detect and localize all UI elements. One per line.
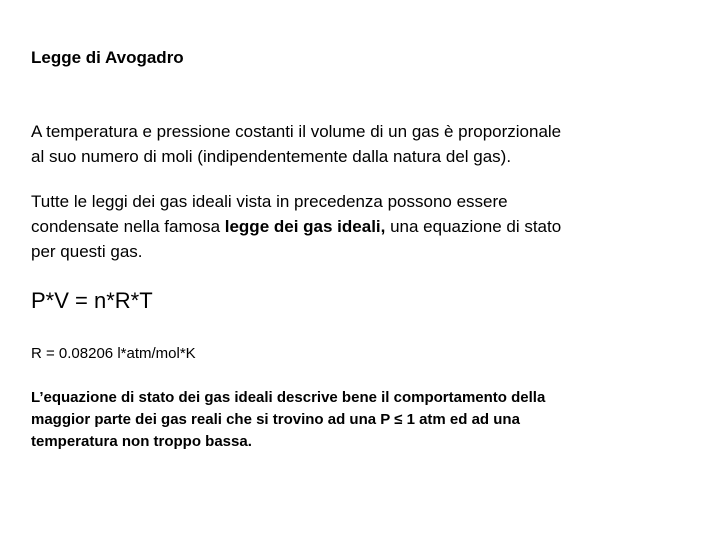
paragraph-line: maggior parte dei gas reali che si trovino ad una P ≤ 1 atm ed ad una xyxy=(31,411,520,428)
paragraph-text: condensate nella famosa xyxy=(31,217,225,236)
avogadro-law-paragraph xyxy=(31,119,691,169)
paragraph-text: una equazione di stato xyxy=(385,217,562,236)
paragraph-line: Tutte le leggi dei gas ideali vista in precedenza possono essere xyxy=(31,192,508,211)
paragraph-line xyxy=(31,214,691,239)
paragraph-line: per questi gas. xyxy=(31,242,143,261)
paragraph-line: L’equazione di stato dei gas ideali descrive bene il comportamento della xyxy=(31,389,546,406)
gas-constant: R = 0.08206 l*atm/mol*K xyxy=(31,345,196,362)
ideal-gas-law-paragraph xyxy=(31,189,691,264)
paragraph-line: A temperatura e pressione costanti il volume di un gas è proporzionale xyxy=(31,122,562,141)
equation-of-state-paragraph xyxy=(31,387,651,453)
slide-title: Legge di Avogadro xyxy=(31,48,184,67)
paragraph-line: temperatura non troppo bassa. xyxy=(31,433,252,450)
paragraph-line: al suo numero di moli (indipendentemente dalla natura del gas). xyxy=(31,147,512,166)
ideal-gas-formula: P*V = n*R*T xyxy=(31,288,153,313)
ideal-gas-law-emphasis: legge dei gas ideali, xyxy=(224,217,386,236)
